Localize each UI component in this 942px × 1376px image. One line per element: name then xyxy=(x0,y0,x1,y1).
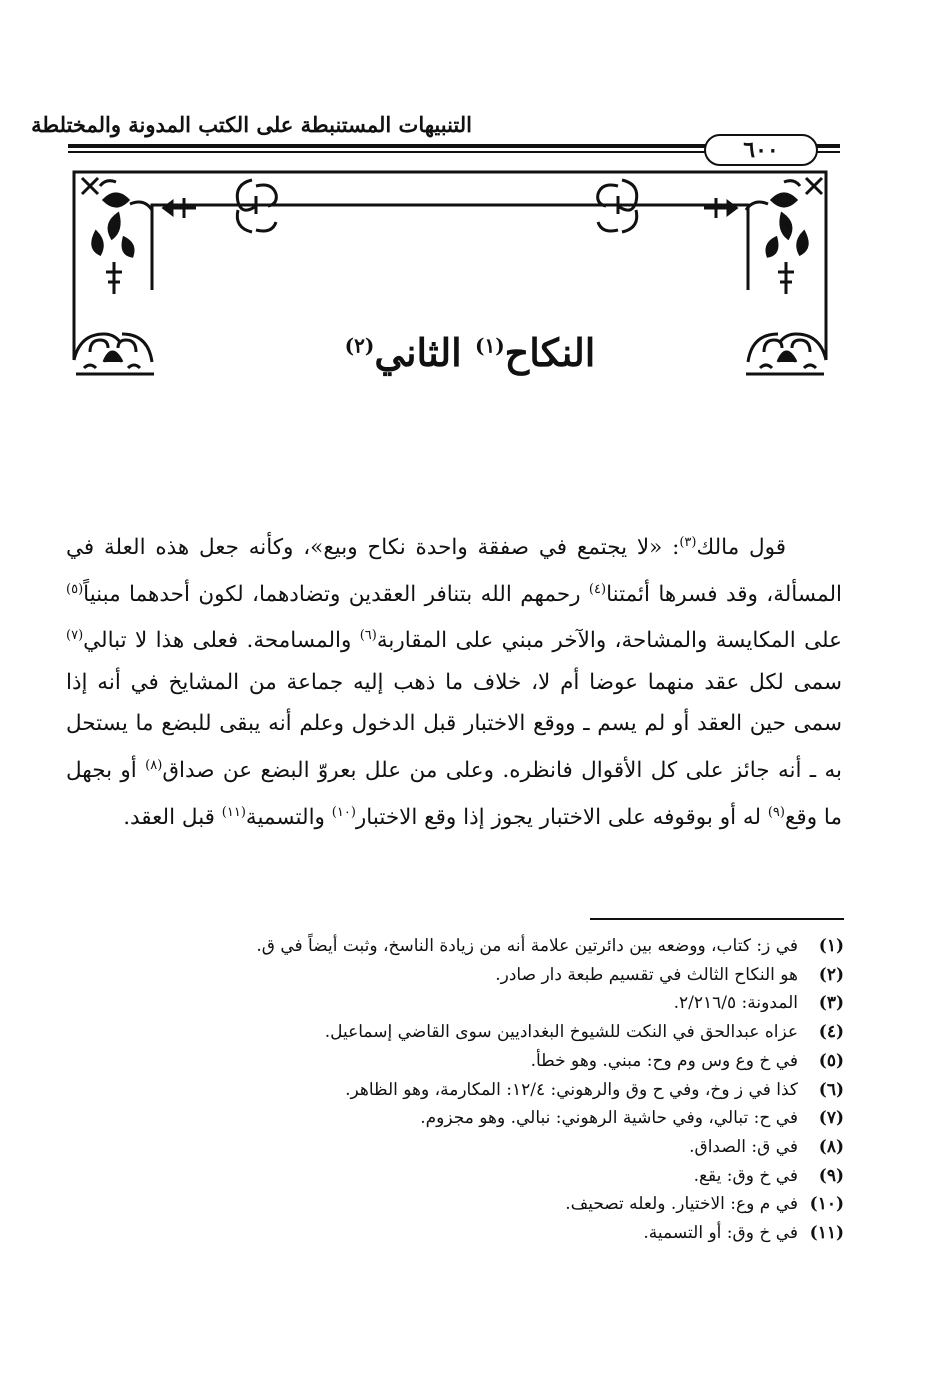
footnote-item xyxy=(80,989,844,1018)
floral-ornament-right-icon xyxy=(704,178,822,294)
footnote-item xyxy=(80,1076,844,1105)
footnote-ref: (٣) xyxy=(679,535,697,550)
floral-ornament-left-icon xyxy=(82,178,196,294)
running-title: التنبيهات المستنبطة على الكتب المدونة والمختلطة xyxy=(31,112,472,137)
footnote-number: (١) xyxy=(818,936,844,956)
text-run: قول مالك xyxy=(696,535,787,561)
footnote-number: (٦) xyxy=(818,1079,844,1100)
footnote-item xyxy=(80,1104,844,1133)
footnote-ref: (٤) xyxy=(588,581,607,597)
footnote-ref: (٩) xyxy=(767,804,785,820)
text-run: : «لا يجتمع في صفقة واحدة نكاح وبيع»، وكأنه جعل هذه العلة في المسألة، وقد فسرها أئمتنا xyxy=(66,535,842,607)
footnote-item xyxy=(80,1219,844,1248)
chapter-title xyxy=(250,330,690,375)
footnote-number: (٤) xyxy=(818,1022,844,1043)
footnote-item xyxy=(80,961,844,990)
footnote-text: في ز: كتاب، ووضعه بين دائرتين علامة أنه من زيادة الناسخ، وثبت أيضاً في ق. xyxy=(256,936,798,956)
bottom-ornament-left-icon xyxy=(74,334,154,374)
footnote-number: (١٠) xyxy=(809,1194,844,1215)
footnote-ref: (٢) xyxy=(344,333,375,358)
text-run: والمسامحة. فعلى هذا لا تبالي xyxy=(83,628,360,654)
text-run: على المكايسة والمشاحة، والآخر مبني على المقاربة xyxy=(376,628,842,654)
footnote-ref: (٨) xyxy=(145,757,163,773)
footnote-ref: (٧) xyxy=(66,628,84,644)
footnote-text: في م وع: الاختيار. ولعله تصحيف. xyxy=(565,1194,798,1215)
footnote-text: في ق: الصداق. xyxy=(689,1136,798,1157)
footnote-text: هو النكاح الثالث في تقسيم طبعة دار صادر. xyxy=(495,964,798,985)
text-run: له أو بوقوفه على الاختبار يجوز إذا وقع الاختبار xyxy=(355,804,768,830)
footnote-separator xyxy=(590,918,844,920)
footnote-ref: (١٠) xyxy=(331,804,356,820)
footnote-number: (١١) xyxy=(809,1223,844,1244)
text-run: قبل العقد. xyxy=(123,804,222,830)
text-run: سمى لكل عقد منهما عوضا أم لا، خلاف ما ذهب إليه جماعة من المشايخ في أنه إذا سمى حين العقد أو لم يسم ـ ووقع الاختبار قبل الدخول وعلم أنه يبقى للبضع ما يستحل به ـ أنه جائز على كل الأقوال فانظره. وعلى من علل بعروّ البضع عن صداق xyxy=(66,669,842,784)
footnote-item xyxy=(80,1018,844,1047)
footnote-number: (٩) xyxy=(818,1165,844,1186)
footnote-text: في خ وق: يقع. xyxy=(693,1165,798,1186)
footnote-number: (٧) xyxy=(818,1108,844,1129)
text-run: والتسمية xyxy=(245,804,332,830)
chapter-title-word1: النكاح xyxy=(504,330,596,375)
footnote-number: (٢) xyxy=(818,964,844,985)
footnote-ref: (٦) xyxy=(359,628,377,644)
footnote-number: (٥) xyxy=(818,1050,844,1071)
footnote-text: عزاه عبدالحق في النكت للشيوخ البغداديين سوى القاضي إسماعيل. xyxy=(324,1022,798,1043)
body-text xyxy=(66,522,842,838)
footnote-text: كذا في ز وخ، وفي ح وق والرهوني: ١٢/٤: المكارمة، وهو الظاهر. xyxy=(345,1079,798,1100)
footnote-item xyxy=(80,1162,844,1191)
bottom-ornament-right-icon xyxy=(746,334,826,374)
text-run: رحمهم الله بتنافر العقدين وتضادهما، لكون أحدهما مبنياً xyxy=(83,581,589,607)
footnote-item xyxy=(80,1133,844,1162)
chapter-title-word2: الثاني xyxy=(374,330,462,375)
footnotes xyxy=(80,932,844,1248)
page-number: ٦٠٠ xyxy=(704,134,818,166)
text-run: أو بجهل ما وقع xyxy=(66,758,842,830)
footnote-number: (٣) xyxy=(818,993,844,1014)
footnote-text: في ح: تبالي، وفي حاشية الرهوني: نبالي. وهو مجزوم. xyxy=(420,1108,798,1129)
body-paragraph xyxy=(66,522,842,838)
footnote-text: في خ وق: أو التسمية. xyxy=(643,1223,798,1244)
footnote-ref: (١) xyxy=(474,333,505,358)
footnote-ref: (٥) xyxy=(66,581,84,597)
scroll-ornament-left-icon xyxy=(236,180,276,232)
footnote-number: (٨) xyxy=(818,1136,844,1157)
footnote-ref: (١١) xyxy=(221,804,246,820)
scroll-ornament-right-icon xyxy=(598,180,638,232)
footnote-text: المدونة: ٢/٢١٦/٥. xyxy=(673,993,798,1014)
footnote-item xyxy=(80,932,844,961)
footnote-item xyxy=(80,1047,844,1076)
footnote-text: في خ وع وس وم وح: مبني. وهو خطأ. xyxy=(530,1050,798,1071)
footnote-item xyxy=(80,1190,844,1219)
